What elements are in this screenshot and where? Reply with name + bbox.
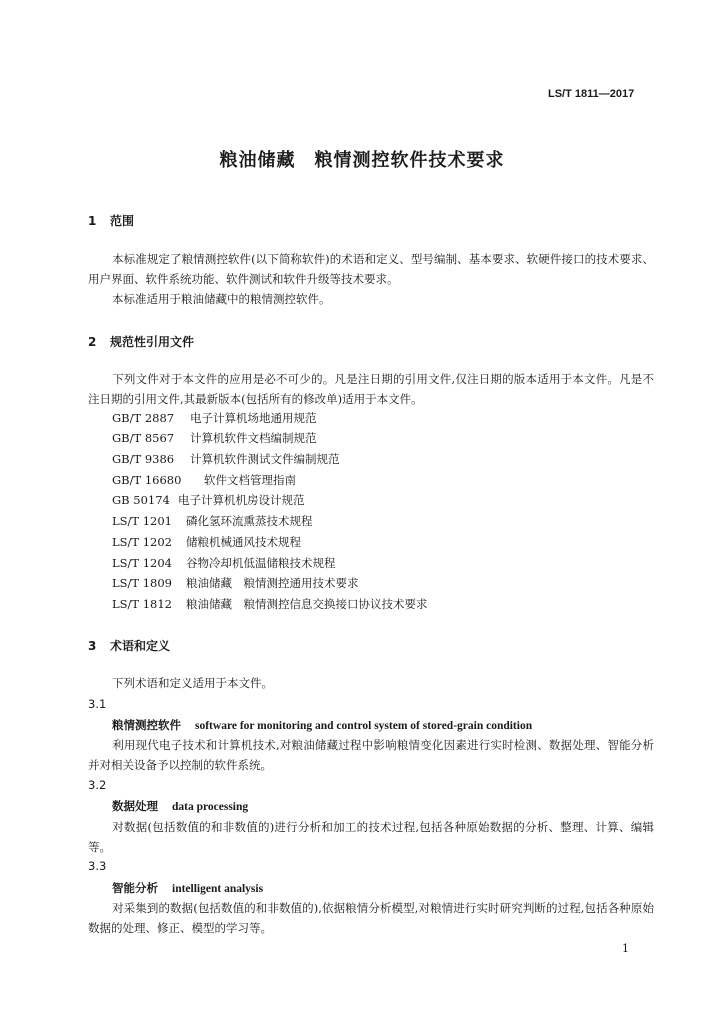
- section-number: 2: [88, 335, 97, 349]
- term-heading: [112, 798, 248, 814]
- section-number: 1: [88, 214, 97, 228]
- reference-title: 电子计算机场地通用规范: [190, 411, 317, 425]
- term-english: data processing: [172, 801, 249, 813]
- section-3-heading: [88, 637, 170, 654]
- clause-number: 3.1: [88, 697, 107, 711]
- term-definition: [88, 818, 654, 857]
- reference-item: [112, 513, 313, 529]
- term-chinese: 数据处理: [112, 799, 158, 813]
- reference-code: GB/T 16680: [112, 473, 182, 487]
- reference-item: [112, 534, 301, 550]
- reference-item: [112, 575, 359, 591]
- reference-title: 粮油储藏 粮情测控信息交换接口协议技术要求: [186, 597, 428, 611]
- paragraph-text: 本标准规定了粮情测控软件(以下简称软件)的术语和定义、型号编制、基本要求、软硬件接口的技术要求、用户界面、软件系统功能、软件测试和软件升级等技术要求。: [88, 252, 654, 286]
- scope-paragraph-2: [88, 290, 654, 310]
- clause-number: 3.3: [88, 859, 107, 873]
- document-title: 粮油储藏 粮情测控软件技术要求: [219, 150, 505, 171]
- reference-code: GB/T 8567: [112, 431, 175, 445]
- clause-number: 3.2: [88, 778, 107, 792]
- references-intro: [88, 370, 654, 409]
- reference-item: [112, 596, 428, 612]
- term-english: intelligent analysis: [172, 883, 264, 895]
- reference-code: LS/T 1809: [112, 576, 172, 590]
- reference-code: LS/T 1812: [112, 597, 172, 611]
- term-heading: [112, 880, 263, 896]
- scope-paragraph-1: [88, 250, 654, 289]
- reference-title: 储粮机械通风技术规程: [186, 535, 301, 549]
- reference-title: 计算机软件测试文件编制规范: [190, 452, 340, 466]
- term-english: software for monitoring and control system of stored-grain condition: [195, 720, 533, 732]
- reference-item: [112, 555, 336, 571]
- terms-intro: [88, 674, 654, 694]
- reference-title: 谷物冷却机低温储粮技术规程: [186, 556, 336, 570]
- term-heading: [112, 717, 532, 733]
- section-title: 规范性引用文件: [110, 335, 195, 349]
- reference-title: 电子计算机机房设计规范: [178, 493, 305, 507]
- standard-number: LS/T 1811—2017: [548, 88, 635, 100]
- paragraph-text: 下列术语和定义适用于本文件。: [112, 676, 273, 690]
- paragraph-text: 对数据(包括数值的和非数值的)进行分析和加工的技术过程,包括各种原始数据的分析、整理、计算、编辑等。: [88, 820, 654, 854]
- section-title: 范围: [110, 214, 135, 228]
- reference-item: [112, 492, 305, 508]
- reference-item: [112, 430, 317, 446]
- reference-item: [112, 472, 296, 488]
- term-definition: [88, 736, 654, 775]
- reference-item: [112, 410, 317, 426]
- reference-title: 软件文档管理指南: [204, 473, 296, 487]
- paragraph-text: 下列文件对于本文件的应用是必不可少的。凡是注日期的引用文件,仅注日期的版本适用于本文件。凡是不注日期的引用文件,其最新版本(包括所有的修改单)适用于本文件。: [88, 372, 654, 406]
- reference-code: LS/T 1202: [112, 535, 172, 549]
- term-chinese: 粮情测控软件: [112, 718, 181, 732]
- term-chinese: 智能分析: [112, 881, 158, 895]
- section-1-heading: [88, 212, 134, 229]
- section-number: 3: [88, 639, 97, 653]
- section-2-heading: [88, 333, 194, 350]
- reference-code: GB/T 9386: [112, 452, 175, 466]
- reference-code: LS/T 1201: [112, 514, 172, 528]
- paragraph-text: 对采集到的数据(包括数值的和非数值的),依据粮情分析模型,对粮情进行实时研究判断的过程,包括各种原始数据的处理、修正、模型的学习等。: [88, 901, 654, 935]
- reference-code: LS/T 1204: [112, 556, 172, 570]
- reference-code: GB/T 2887: [112, 411, 175, 425]
- reference-item: [112, 451, 340, 467]
- term-definition: [88, 899, 654, 938]
- section-title: 术语和定义: [110, 639, 171, 653]
- reference-title: 磷化氢环流熏蒸技术规程: [186, 514, 313, 528]
- paragraph-text: 本标准适用于粮油储藏中的粮情测控软件。: [112, 292, 331, 306]
- reference-title: 计算机软件文档编制规范: [190, 431, 317, 445]
- reference-title: 粮油储藏 粮情测控通用技术要求: [186, 576, 359, 590]
- reference-code: GB 50174: [112, 493, 170, 507]
- page-number: 1: [622, 942, 629, 955]
- paragraph-text: 利用现代电子技术和计算机技术,对粮油储藏过程中影响粮情变化因素进行实时检测、数据处理、智能分析并对相关设备予以控制的软件系统。: [88, 738, 654, 772]
